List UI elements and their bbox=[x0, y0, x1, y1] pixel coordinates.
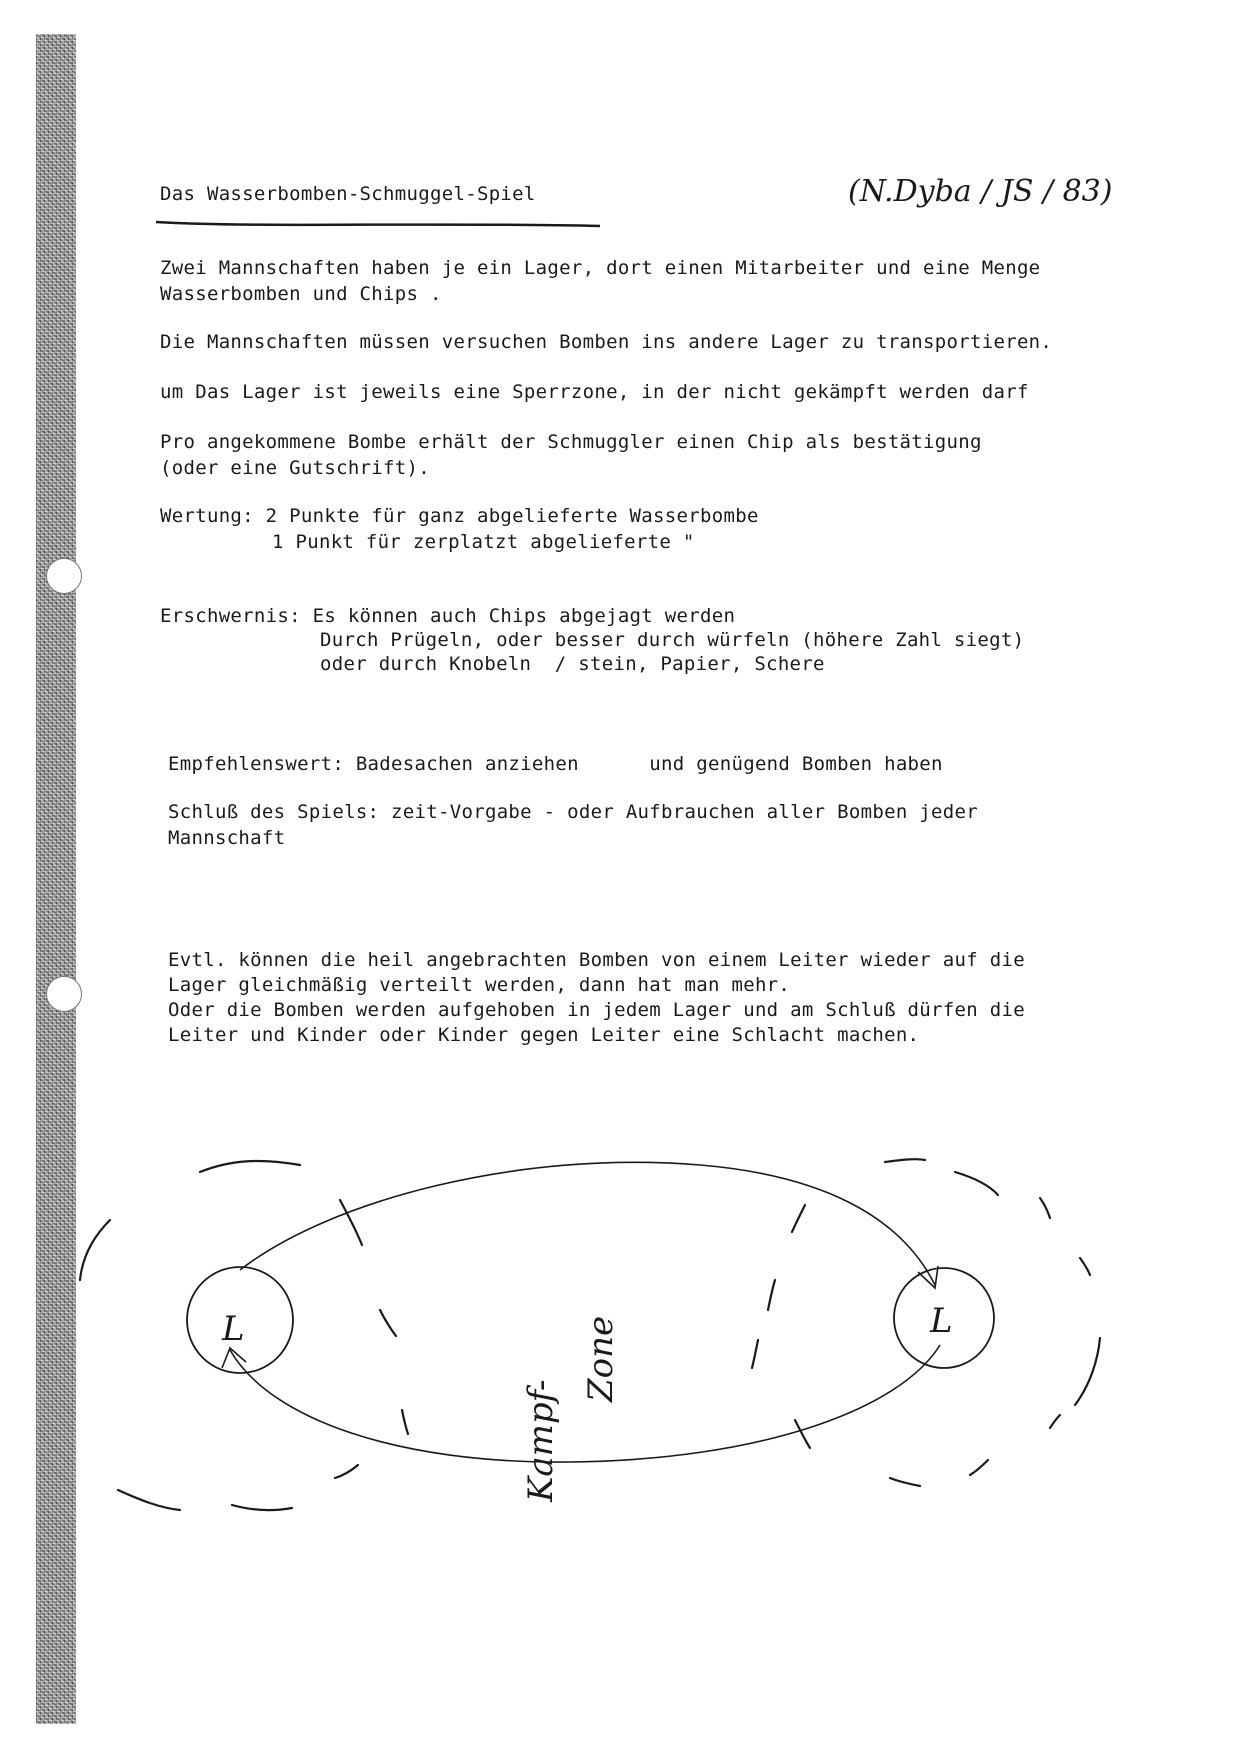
zone-label-kampf: Kampf- bbox=[521, 1379, 561, 1502]
route-bottom-arrowhead bbox=[222, 1348, 246, 1368]
route-top-arrow bbox=[240, 1162, 935, 1285]
punch-hole-bottom bbox=[46, 976, 82, 1012]
text-line-6: (oder eine Gutschrift). bbox=[160, 457, 430, 479]
author-note: (N.Dyba / JS / 83) bbox=[848, 174, 1113, 209]
text-line-9: Erschwernis: Es können auch Chips abgejagt werden bbox=[160, 605, 736, 627]
text-line-18: Leiter und Kinder oder Kinder gegen Leiter eine Schlacht machen. bbox=[168, 1024, 920, 1046]
route-top-arrowhead bbox=[918, 1266, 938, 1288]
text-line-8: 1 Punkt für zerplatzt abgelieferte " bbox=[272, 531, 695, 553]
text-line-10: Durch Prügeln, oder besser durch würfeln (höhere Zahl siegt) bbox=[320, 629, 1025, 651]
document-title: Das Wasserbomben-Schmuggel-Spiel bbox=[160, 183, 536, 205]
text-line-1: Zwei Mannschaften haben je ein Lager, dort einen Mitarbeiter und eine Menge bbox=[160, 257, 1041, 279]
text-line-17: Oder die Bomben werden aufgehoben in jedem Lager und am Schluß dürfen die bbox=[168, 999, 1025, 1021]
inner-zone-dashes bbox=[340, 1200, 810, 1448]
scan-edge-strip bbox=[36, 34, 76, 1724]
text-line-14: Mannschaft bbox=[168, 827, 286, 849]
punch-hole-top bbox=[46, 558, 82, 594]
text-line-15: Evtl. können die heil angebrachten Bomben von einem Leiter wieder auf die bbox=[168, 949, 1025, 971]
text-line-7: Wertung: 2 Punkte für ganz abgelieferte Wasserbombe bbox=[160, 505, 759, 527]
right-camp-label: L bbox=[930, 1301, 953, 1341]
text-line-5: Pro angekommene Bombe erhält der Schmuggler einen Chip als bestätigung bbox=[160, 431, 982, 453]
text-line-2: Wasserbomben und Chips . bbox=[160, 283, 442, 305]
left-camp-circle bbox=[187, 1267, 293, 1373]
text-line-3: Die Mannschaften müssen versuchen Bomben ins andere Lager zu transportieren. bbox=[160, 331, 1053, 353]
text-line-13: Schluß des Spiels: zeit-Vorgabe - oder Aufbrauchen aller Bomben jeder bbox=[168, 801, 978, 823]
left-camp-label: L bbox=[222, 1309, 245, 1349]
route-bottom-arrow bbox=[230, 1345, 940, 1462]
title-underline bbox=[156, 222, 600, 226]
outer-zone-dashes bbox=[80, 1159, 1100, 1510]
zone-label-zone: Zone bbox=[581, 1315, 621, 1402]
text-line-12: Empfehlenswert: Badesachen anziehen und genügend Bomben haben bbox=[168, 753, 943, 775]
text-line-4: um Das Lager ist jeweils eine Sperrzone, in der nicht gekämpft werden darf bbox=[160, 381, 1029, 403]
text-line-11: oder durch Knobeln / stein, Papier, Schere bbox=[320, 653, 825, 675]
right-camp-circle bbox=[894, 1268, 994, 1368]
text-line-16: Lager gleichmäßig verteilt werden, dann hat man mehr. bbox=[168, 974, 791, 996]
